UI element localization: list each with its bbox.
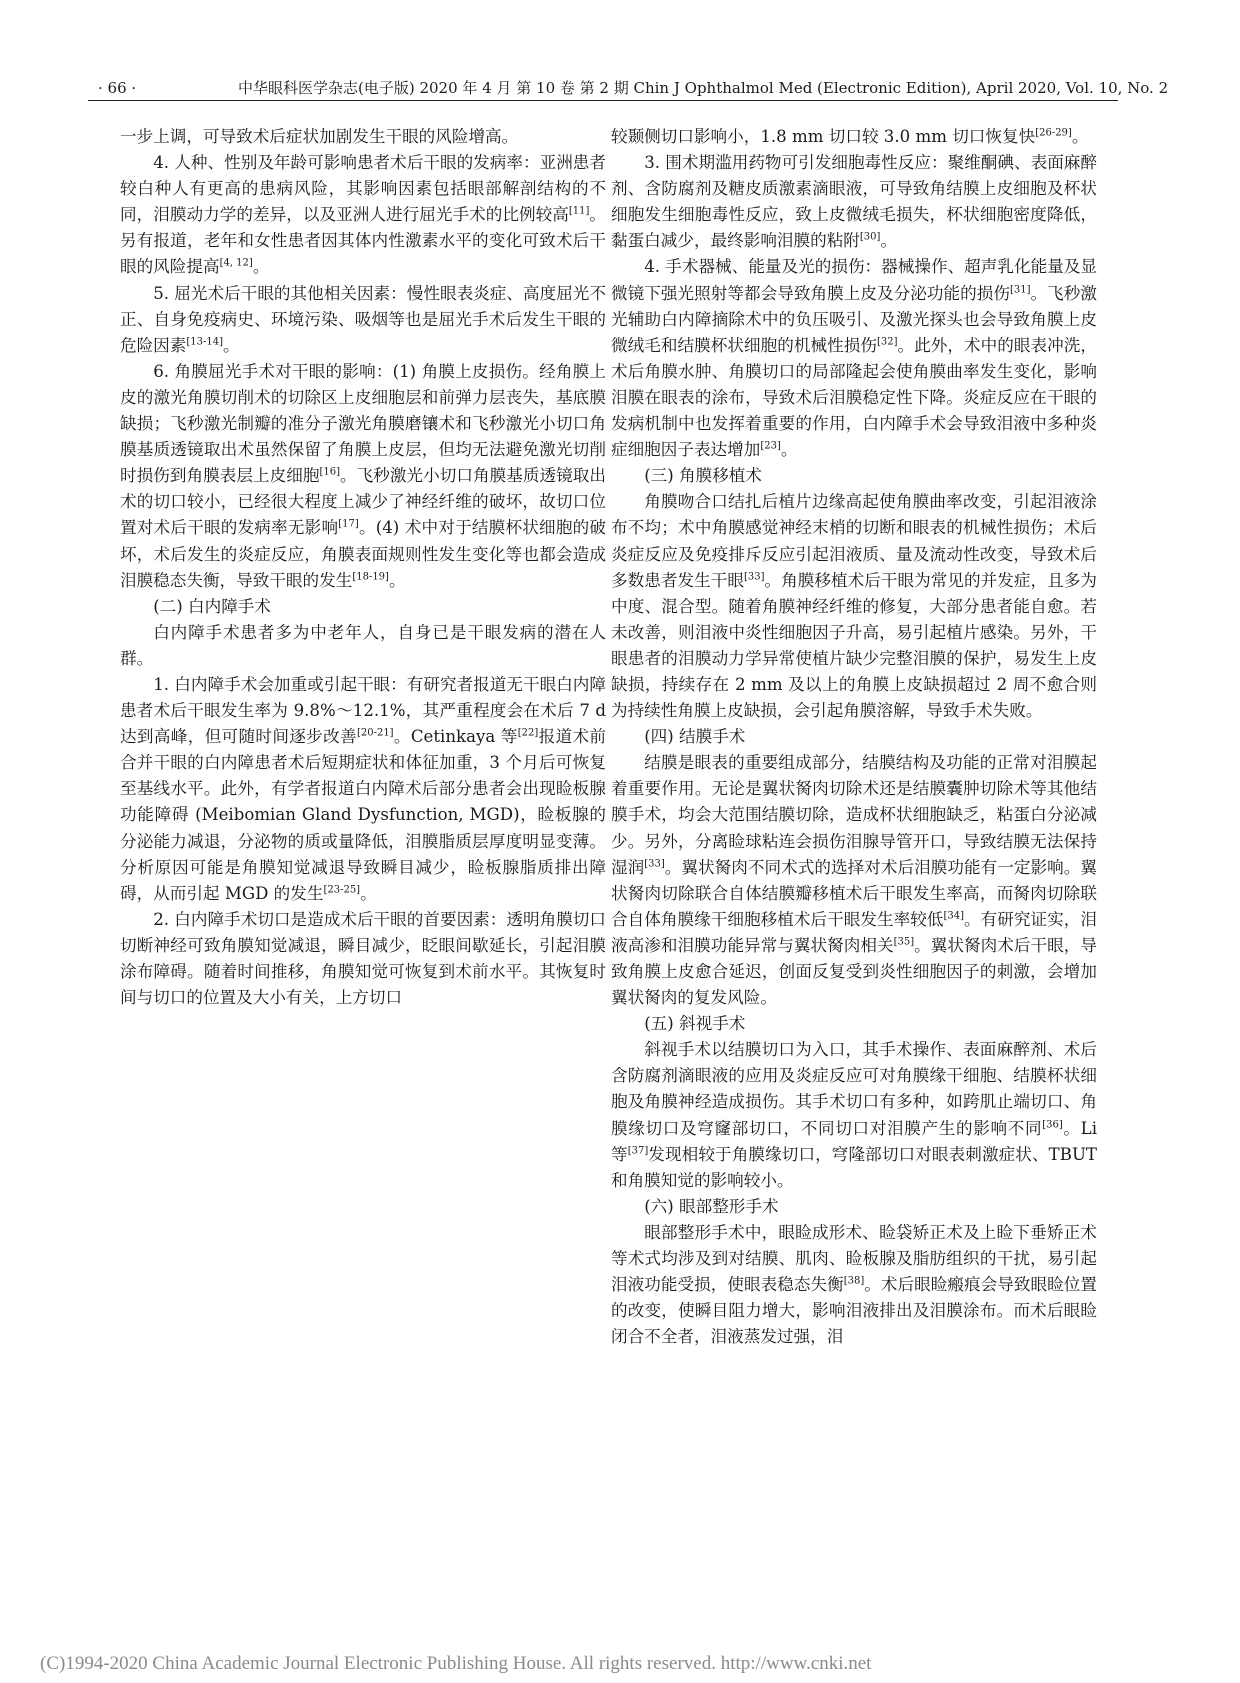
- paragraph-text: 5. 屈光术后干眼的其他相关因素：慢性眼表炎症、高度屈光不正、自身免疫病史、环境污染、吸烟等也是屈光手术后发生干眼的危险因素: [120, 283, 606, 355]
- section-heading: [611, 724, 1097, 750]
- paragraph-text: (二) 白内障手术: [153, 596, 271, 616]
- citation-ref: [17]: [338, 518, 359, 530]
- paragraph-text: 结膜是眼表的重要组成部分，结膜结构及功能的正常对泪膜起着重要作用。无论是翼状胬肉切除术还是结膜囊肿切除术等其他结膜手术，均会大范围结膜切除，造成杯状细胞缺乏，粘蛋白分泌减少。另外，分离睑球粘连会损伤泪腺导管开口，导致结膜无法保持湿润: [611, 753, 1097, 877]
- paragraph-text: 角膜吻合口结扎后植片边缘高起使角膜曲率改变，引起泪液涂布不均；术中角膜感觉神经末梢的切断和眼表的机械性损伤；术后炎症反应及免疫排斥反应引起泪液质、量及流动性改变，导致术后多数患者发生干眼: [611, 492, 1097, 590]
- paragraph-text: 较颞侧切口影响小，1.8 mm 切口较 3.0 mm 切口恢复快: [611, 127, 1036, 146]
- body-paragraph: [120, 620, 606, 672]
- paragraph-text: 。此外，术中的眼表冲洗，术后角膜水肿、角膜切口的局部隆起会使角膜曲率发生变化，影响泪膜在眼表的涂布，导致术后泪膜稳定性下降。炎症反应在干眼的发病机制中也发挥着重要的作用，白内障手术会导致泪液中多种炎症细胞因子表达增加: [611, 335, 1098, 460]
- paragraph-text: 。术后眼睑瘢痕会导致眼睑位置的改变，使瞬目阻力增大，影响泪液排出及泪膜涂布。而术后眼睑闭合不全者，泪液蒸发过强，泪: [611, 1275, 1097, 1347]
- citation-ref: [4, 12]: [219, 257, 253, 269]
- page-number: · 66 ·: [98, 79, 137, 97]
- body-paragraph: [611, 750, 1097, 1011]
- section-heading: [120, 594, 606, 620]
- right-column: [611, 124, 1097, 1350]
- body-paragraph: [611, 1037, 1097, 1194]
- paragraph-text: 2. 白内障手术切口是造成术后干眼的首要因素：透明角膜切口切断神经可致角膜知觉减退，瞬目减少，眨眼间歇延长，引起泪膜涂布障碍。随着时间推移，角膜知觉可恢复到术前水平。其恢复时间与切口的位置及大小有关，上方切口: [120, 909, 606, 1008]
- paragraph-text: 斜视手术以结膜切口为入口，其手术操作、表面麻醉剂、术后含防腐剂滴眼液的应用及炎症反应可对角膜缘干细胞、结膜杯状细胞及角膜神经造成损伤。其手术切口有多种，如跨肌止端切口、角膜缘切口及穹窿部切口，不同切口对泪膜产生的影响不同: [611, 1040, 1097, 1138]
- body-paragraph: [120, 124, 606, 150]
- journal-citation: 中华眼科医学杂志(电子版) 2020 年 4 月 第 10 卷 第 2 期 Chin J Ophthalmol Med (Electronic Edition), April 2020, Vol. 10, No. 2: [238, 79, 1169, 97]
- body-paragraph: [611, 150, 1097, 254]
- citation-ref: [33]: [744, 571, 765, 583]
- citation-ref: [26-29]: [1035, 127, 1072, 139]
- paragraph-text: 3. 围术期滥用药物可引发细胞毒性反应：聚维酮碘、表面麻醉剂、含防腐剂及糖皮质激素滴眼液，可导致角结膜上皮细胞及杯状细胞发生细胞毒性反应，致上皮微绒毛损失，杯状细胞密度降低，黏蛋白减少，最终影响泪膜的粘附: [611, 153, 1097, 251]
- body-paragraph: [611, 124, 1097, 150]
- paragraph-text: 。Cetinkaya 等: [393, 727, 518, 747]
- running-header: [88, 70, 1169, 101]
- body-paragraph: [120, 150, 606, 280]
- citation-ref: [38]: [843, 1275, 865, 1287]
- section-heading: [611, 1011, 1097, 1037]
- left-column: [120, 124, 606, 1011]
- paragraph-text: 。另有报道，老年和女性患者因其体内性激素水平的变化可致术后干眼的风险提高: [120, 205, 606, 277]
- paragraph-text: 。: [223, 335, 240, 355]
- paragraph-text: 6. 角膜屈光手术对干眼的影响：(1) 角膜上皮损伤。经角膜上皮的激光角膜切削术的切除区上皮细胞层和前弹力层丧失，基底膜缺损；飞秒激光制瓣的准分子激光角膜磨镶术和飞秒激光小切口角膜基质透镜取出术虽然保留了角膜上皮层，但均无法避免激光切削时损伤到角膜表层上皮细胞: [120, 361, 606, 486]
- paragraph-text: 。: [780, 440, 798, 460]
- body-paragraph: [611, 489, 1097, 724]
- paragraph-text: 。: [252, 257, 270, 277]
- citation-ref: [33]: [644, 858, 665, 870]
- paragraph-text: (三) 角膜移植术: [644, 466, 762, 486]
- body-paragraph: [120, 907, 606, 1011]
- body-paragraph: [611, 1220, 1097, 1350]
- paragraph-text: 。飞秒激光小切口角膜基质透镜取出术的切口较小，已经很大程度上减少了神经纤维的破坏，故切口位置对术后干眼的发病率无影响: [120, 466, 607, 538]
- paragraph-text: 。Li 等: [611, 1118, 1097, 1164]
- paragraph-text: 发现相较于角膜缘切口，穹隆部切口对眼表刺激症状、TBUT 和角膜知觉的影响较小。: [611, 1144, 1097, 1190]
- paragraph-text: 白内障手术患者多为中老年人，自身已是干眼发病的潜在人群。: [120, 622, 606, 668]
- citation-ref: [11]: [568, 205, 590, 217]
- body-paragraph: [611, 254, 1097, 463]
- citation-ref: [31]: [1009, 284, 1031, 296]
- citation-ref: [20-21]: [356, 727, 394, 739]
- paragraph-text: 眼部整形手术中，眼睑成形术、睑袋矫正术及上睑下垂矫正术等术式均涉及到对结膜、肌肉、睑板腺及脂肪组织的干扰，易引起泪液功能受损，使眼表稳态失衡: [611, 1222, 1097, 1295]
- citation-ref: [16]: [319, 466, 341, 478]
- citation-ref: [35]: [893, 936, 915, 948]
- paragraph-text: 报道术前合并干眼的白内障患者术后短期症状和体征加重，3 个月后可恢复至基线水平。此外，有学者报道白内障术后部分患者会出现睑板腺功能障碍 (Meibomian Gland Dysfunction, MGD)，睑板腺的分泌能力减退，分泌物的质或量降低，泪膜脂质层厚度明显变薄。分析原因可能是角膜知觉减退导致瞬目减少，睑板腺脂质排出障碍，从而引起 MGD 的发生: [120, 727, 607, 903]
- citation-ref: [13-14]: [186, 336, 224, 348]
- paragraph-text: 1. 白内障手术会加重或引起干眼：有研究者报道无干眼白内障患者术后干眼发生率为 9.8%～12.1%，其严重程度会在术后 7 d 达到高峰，但可随时间逐步改善: [120, 674, 606, 747]
- section-heading: [611, 1194, 1097, 1220]
- paragraph-text: 。翼状胬肉术后干眼，导致角膜上皮愈合延迟，创面反复受到炎性细胞因子的刺激，会增加翼状胬肉的复发风险。: [611, 935, 1098, 1008]
- paragraph-text: (六) 眼部整形手术: [644, 1196, 779, 1216]
- citation-ref: [22]: [517, 727, 539, 739]
- paragraph-text: 。角膜移植术后干眼为常见的并发症，且多为中度、混合型。随着角膜神经纤维的修复，大部分患者能自愈。若未改善，则泪液中炎性细胞因子升高，易引起植片感染。另外，干眼患者的泪膜动力学异常使植片缺少完整泪膜的保护，易发生上皮缺损，持续存在 2 mm 及以上的角膜上皮缺损超过 2 周不愈合则为持续性角膜上皮缺损，会引起角膜溶解，导致手术失败。: [611, 570, 1098, 721]
- paragraph-text: 。有研究证实，泪液高渗和泪膜功能异常与翼状胬肉相关: [611, 909, 1098, 955]
- citation-ref: [23]: [760, 440, 781, 452]
- body-paragraph: [120, 672, 606, 907]
- citation-ref: [32]: [876, 336, 898, 348]
- body-paragraph: [120, 359, 606, 594]
- citation-ref: [23-25]: [323, 884, 361, 896]
- paragraph-text: (五) 斜视手术: [644, 1014, 746, 1034]
- section-heading: [611, 463, 1097, 489]
- paragraph-text: 一步上调，可导致术后症状加剧发生干眼的风险增高。: [120, 127, 519, 146]
- paragraph-text: 4. 人种、性别及年龄可影响患者术后干眼的发病率：亚洲患者较白种人有更高的患病风险，其影响因素包括眼部解剖结构的不同，泪膜动力学的差异，以及亚洲人进行屈光手术的比例较高: [120, 153, 606, 225]
- paragraph-text: 。: [388, 570, 406, 590]
- citation-ref: [37]: [627, 1145, 649, 1157]
- paragraph-text: 。: [360, 883, 377, 903]
- paragraph-text: 。翼状胬肉不同术式的选择对术后泪膜功能有一定影响。翼状胬肉切除联合自体结膜瓣移植术后干眼发生率高，而胬肉切除联合自体角膜缘干细胞移植术后干眼发生率较低: [611, 857, 1098, 929]
- paragraph-text: 。: [880, 231, 898, 251]
- body-paragraph: [120, 281, 606, 359]
- citation-ref: [36]: [1042, 1119, 1063, 1131]
- citation-ref: [34]: [943, 910, 965, 922]
- copyright-footer: (C)1994-2020 China Academic Journal Electronic Publishing House. All rights reserved. http://www.cnki.net: [40, 1653, 872, 1674]
- citation-ref: [18-19]: [352, 571, 389, 583]
- paragraph-text: (四) 结膜手术: [644, 727, 746, 747]
- paragraph-text: 4. 手术器械、能量及光的损伤：器械操作、超声乳化能量及显微镜下强光照射等都会导致角膜上皮及分泌功能的损伤: [611, 257, 1097, 303]
- paragraph-text: 。飞秒激光辅助白内障摘除术中的负压吸引、及激光探头也会导致角膜上皮微绒毛和结膜杯状细胞的机械性损伤: [611, 283, 1098, 355]
- paragraph-text: 。(4) 术中对于结膜杯状细胞的破坏，术后发生的炎症反应，角膜表面规则性发生变化等也都会造成泪膜稳态失衡，导致干眼的发生: [120, 518, 607, 590]
- paragraph-text: 。: [1071, 127, 1089, 146]
- citation-ref: [30]: [859, 231, 881, 243]
